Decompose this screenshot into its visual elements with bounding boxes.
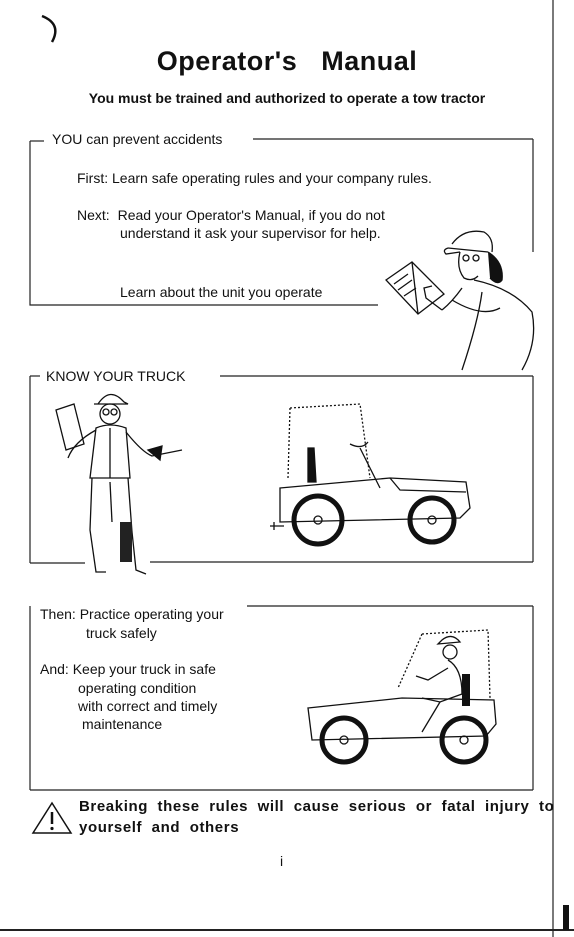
next-label: Next: [77, 207, 110, 223]
next-line2: understand it ask your supervisor for help. [120, 225, 381, 241]
next-rule [77, 206, 385, 225]
operator-reading-manual-illustration [382, 222, 542, 372]
then-line2: truck safely [86, 625, 157, 641]
and-line1: And: Keep your truck in safe [40, 661, 216, 677]
next-line1: Read your Operator's Manual, if you do not [117, 207, 385, 223]
page-subtitle: You must be trained and authorized to operate a tow tractor [88, 90, 486, 106]
driver-on-tractor-illustration [302, 628, 510, 768]
warning-triangle-icon [30, 800, 74, 836]
and-line2: operating condition [78, 680, 197, 696]
page-title: Operator's Manual [156, 46, 418, 76]
and-line4: maintenance [82, 716, 163, 732]
tow-tractor-illustration [270, 398, 476, 548]
section-label-prevent-accidents: YOU can prevent accidents [48, 131, 226, 147]
first-rule [77, 169, 432, 188]
warning-line2: yourself and others [79, 819, 240, 836]
section-label-know-your-truck: KNOW YOUR TRUCK [42, 368, 190, 384]
learn-text: Learn about the unit you operate [120, 284, 323, 300]
first-text: Learn safe operating rules and your company rules. [112, 170, 432, 186]
operator-with-clipboard-illustration [52, 382, 192, 582]
page-number: i [280, 853, 284, 869]
warning-line1: Breaking these rules will cause serious or fatal injury to [79, 798, 555, 815]
and-line3: with correct and timely [78, 698, 218, 714]
then-line1: Then: Practice operating your [40, 606, 224, 622]
first-label: First: [77, 170, 109, 186]
